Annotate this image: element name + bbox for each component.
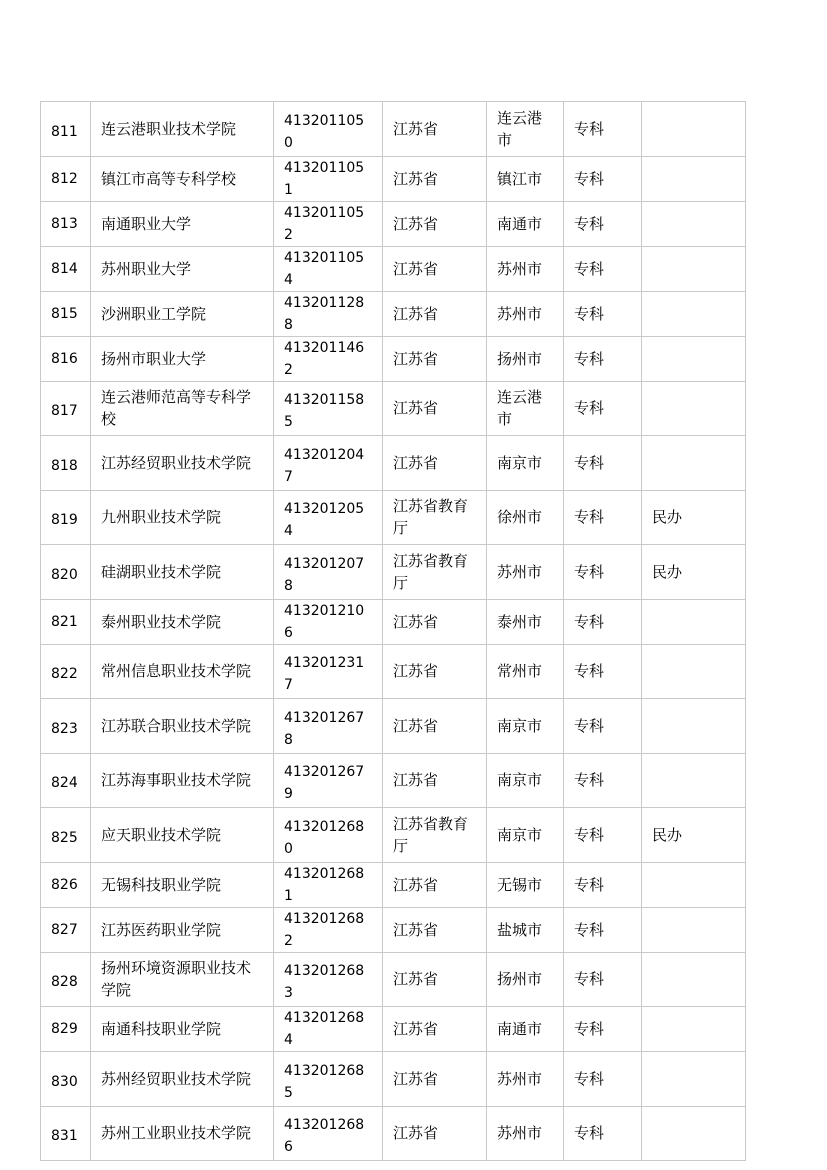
city-cell: 常州市 (487, 644, 564, 699)
table-row (41, 336, 746, 381)
education-level-cell: 专科 (564, 699, 642, 754)
city-cell: 南京市 (487, 699, 564, 754)
institution-code-cell: 4132012054 (274, 490, 383, 545)
table-row (41, 753, 746, 808)
city-cell: 扬州市 (487, 336, 564, 381)
table-row (41, 952, 746, 1007)
remarks-cell (642, 436, 746, 491)
supervising-department-cell: 江苏省教育厅 (383, 490, 487, 545)
education-level-cell: 专科 (564, 753, 642, 808)
institution-code-cell: 4132012686 (274, 1106, 383, 1161)
institution-code-cell: 4132012682 (274, 907, 383, 952)
city-cell: 盐城市 (487, 907, 564, 952)
institution-name-cell: 泰州职业技术学院 (91, 599, 274, 644)
remarks-cell (642, 753, 746, 808)
remarks-cell (642, 156, 746, 201)
supervising-department-cell: 江苏省 (383, 1007, 487, 1052)
institution-name-cell: 连云港师范高等专科学校 (91, 381, 274, 436)
city-cell: 连云港市 (487, 381, 564, 436)
education-level-cell: 专科 (564, 907, 642, 952)
table-row (41, 808, 746, 863)
remarks-cell (642, 862, 746, 907)
institution-code-cell: 4132012106 (274, 599, 383, 644)
institution-name-cell: 江苏医药职业学院 (91, 907, 274, 952)
city-cell: 扬州市 (487, 952, 564, 1007)
table-row (41, 102, 746, 157)
table-row (41, 436, 746, 491)
city-cell: 南京市 (487, 753, 564, 808)
education-level-cell: 专科 (564, 381, 642, 436)
institution-code-cell: 4132011054 (274, 246, 383, 291)
row-number-cell: 828 (41, 952, 91, 1007)
table-row (41, 291, 746, 336)
education-level-cell: 专科 (564, 1106, 642, 1161)
supervising-department-cell: 江苏省 (383, 599, 487, 644)
institution-name-cell: 镇江市高等专科学校 (91, 156, 274, 201)
table-row (41, 201, 746, 246)
remarks-cell (642, 952, 746, 1007)
institution-code-cell: 4132012683 (274, 952, 383, 1007)
row-number-cell: 827 (41, 907, 91, 952)
supervising-department-cell: 江苏省 (383, 336, 487, 381)
remarks-cell: 民办 (642, 490, 746, 545)
education-level-cell: 专科 (564, 156, 642, 201)
remarks-cell (642, 336, 746, 381)
row-number-cell: 813 (41, 201, 91, 246)
remarks-cell: 民办 (642, 808, 746, 863)
supervising-department-cell: 江苏省 (383, 753, 487, 808)
table-row (41, 1052, 746, 1107)
city-cell: 苏州市 (487, 1052, 564, 1107)
supervising-department-cell: 江苏省 (383, 102, 487, 157)
remarks-cell (642, 201, 746, 246)
institution-code-cell: 4132011288 (274, 291, 383, 336)
education-level-cell: 专科 (564, 201, 642, 246)
row-number-cell: 829 (41, 1007, 91, 1052)
row-number-cell: 814 (41, 246, 91, 291)
city-cell: 苏州市 (487, 291, 564, 336)
supervising-department-cell: 江苏省 (383, 201, 487, 246)
row-number-cell: 822 (41, 644, 91, 699)
row-number-cell: 826 (41, 862, 91, 907)
institution-name-cell: 硅湖职业技术学院 (91, 545, 274, 600)
remarks-cell (642, 599, 746, 644)
table-row (41, 381, 746, 436)
institution-code-cell: 4132011051 (274, 156, 383, 201)
institution-name-cell: 南通职业大学 (91, 201, 274, 246)
remarks-cell (642, 699, 746, 754)
remarks-cell (642, 1007, 746, 1052)
education-level-cell: 专科 (564, 644, 642, 699)
row-number-cell: 824 (41, 753, 91, 808)
education-level-cell: 专科 (564, 808, 642, 863)
institution-name-cell: 苏州职业大学 (91, 246, 274, 291)
education-level-cell: 专科 (564, 291, 642, 336)
supervising-department-cell: 江苏省 (383, 291, 487, 336)
institution-code-cell: 4132012078 (274, 545, 383, 600)
institution-code-cell: 4132012678 (274, 699, 383, 754)
row-number-cell: 821 (41, 599, 91, 644)
institution-code-cell: 4132012680 (274, 808, 383, 863)
institution-code-cell: 4132012679 (274, 753, 383, 808)
city-cell: 苏州市 (487, 246, 564, 291)
table-row (41, 862, 746, 907)
city-cell: 无锡市 (487, 862, 564, 907)
city-cell: 南京市 (487, 436, 564, 491)
table-row (41, 246, 746, 291)
education-level-cell: 专科 (564, 246, 642, 291)
table-row (41, 699, 746, 754)
table-row (41, 1106, 746, 1161)
row-number-cell: 811 (41, 102, 91, 157)
institution-name-cell: 常州信息职业技术学院 (91, 644, 274, 699)
institution-code-cell: 4132011052 (274, 201, 383, 246)
supervising-department-cell: 江苏省 (383, 1052, 487, 1107)
supervising-department-cell: 江苏省 (383, 436, 487, 491)
table-row (41, 490, 746, 545)
institution-name-cell: 扬州环境资源职业技术学院 (91, 952, 274, 1007)
supervising-department-cell: 江苏省 (383, 156, 487, 201)
city-cell: 连云港市 (487, 102, 564, 157)
supervising-department-cell: 江苏省教育厅 (383, 545, 487, 600)
table-row (41, 545, 746, 600)
city-cell: 苏州市 (487, 1106, 564, 1161)
institution-code-cell: 4132011462 (274, 336, 383, 381)
remarks-cell (642, 907, 746, 952)
institution-name-cell: 江苏联合职业技术学院 (91, 699, 274, 754)
table-row (41, 1007, 746, 1052)
remarks-cell (642, 102, 746, 157)
remarks-cell (642, 1052, 746, 1107)
institution-name-cell: 江苏海事职业技术学院 (91, 753, 274, 808)
supervising-department-cell: 江苏省教育厅 (383, 808, 487, 863)
institution-table (40, 101, 746, 1161)
row-number-cell: 815 (41, 291, 91, 336)
supervising-department-cell: 江苏省 (383, 699, 487, 754)
institution-name-cell: 九州职业技术学院 (91, 490, 274, 545)
row-number-cell: 823 (41, 699, 91, 754)
institution-name-cell: 苏州工业职业技术学院 (91, 1106, 274, 1161)
supervising-department-cell: 江苏省 (383, 381, 487, 436)
remarks-cell (642, 1106, 746, 1161)
education-level-cell: 专科 (564, 599, 642, 644)
row-number-cell: 812 (41, 156, 91, 201)
table-row (41, 599, 746, 644)
institution-name-cell: 南通科技职业学院 (91, 1007, 274, 1052)
city-cell: 南通市 (487, 1007, 564, 1052)
table-row (41, 156, 746, 201)
row-number-cell: 820 (41, 545, 91, 600)
institution-name-cell: 江苏经贸职业技术学院 (91, 436, 274, 491)
table-row (41, 644, 746, 699)
institution-code-cell: 4132011585 (274, 381, 383, 436)
education-level-cell: 专科 (564, 436, 642, 491)
institution-code-cell: 4132012047 (274, 436, 383, 491)
supervising-department-cell: 江苏省 (383, 907, 487, 952)
row-number-cell: 819 (41, 490, 91, 545)
remarks-cell (642, 644, 746, 699)
education-level-cell: 专科 (564, 1007, 642, 1052)
remarks-cell (642, 381, 746, 436)
row-number-cell: 831 (41, 1106, 91, 1161)
institution-code-cell: 4132012684 (274, 1007, 383, 1052)
remarks-cell (642, 291, 746, 336)
institution-name-cell: 扬州市职业大学 (91, 336, 274, 381)
remarks-cell: 民办 (642, 545, 746, 600)
institution-code-cell: 4132011050 (274, 102, 383, 157)
city-cell: 南通市 (487, 201, 564, 246)
supervising-department-cell: 江苏省 (383, 952, 487, 1007)
city-cell: 泰州市 (487, 599, 564, 644)
institution-name-cell: 应天职业技术学院 (91, 808, 274, 863)
education-level-cell: 专科 (564, 1052, 642, 1107)
institution-name-cell: 无锡科技职业学院 (91, 862, 274, 907)
institution-code-cell: 4132012681 (274, 862, 383, 907)
supervising-department-cell: 江苏省 (383, 862, 487, 907)
education-level-cell: 专科 (564, 336, 642, 381)
table-row (41, 907, 746, 952)
supervising-department-cell: 江苏省 (383, 1106, 487, 1161)
education-level-cell: 专科 (564, 952, 642, 1007)
row-number-cell: 817 (41, 381, 91, 436)
institution-name-cell: 连云港职业技术学院 (91, 102, 274, 157)
education-level-cell: 专科 (564, 102, 642, 157)
city-cell: 南京市 (487, 808, 564, 863)
institution-code-cell: 4132012317 (274, 644, 383, 699)
table-body (41, 102, 746, 1161)
row-number-cell: 830 (41, 1052, 91, 1107)
institution-name-cell: 苏州经贸职业技术学院 (91, 1052, 274, 1107)
row-number-cell: 816 (41, 336, 91, 381)
education-level-cell: 专科 (564, 490, 642, 545)
supervising-department-cell: 江苏省 (383, 246, 487, 291)
city-cell: 苏州市 (487, 545, 564, 600)
city-cell: 镇江市 (487, 156, 564, 201)
city-cell: 徐州市 (487, 490, 564, 545)
row-number-cell: 818 (41, 436, 91, 491)
institution-code-cell: 4132012685 (274, 1052, 383, 1107)
education-level-cell: 专科 (564, 862, 642, 907)
supervising-department-cell: 江苏省 (383, 644, 487, 699)
institution-name-cell: 沙洲职业工学院 (91, 291, 274, 336)
remarks-cell (642, 246, 746, 291)
row-number-cell: 825 (41, 808, 91, 863)
education-level-cell: 专科 (564, 545, 642, 600)
